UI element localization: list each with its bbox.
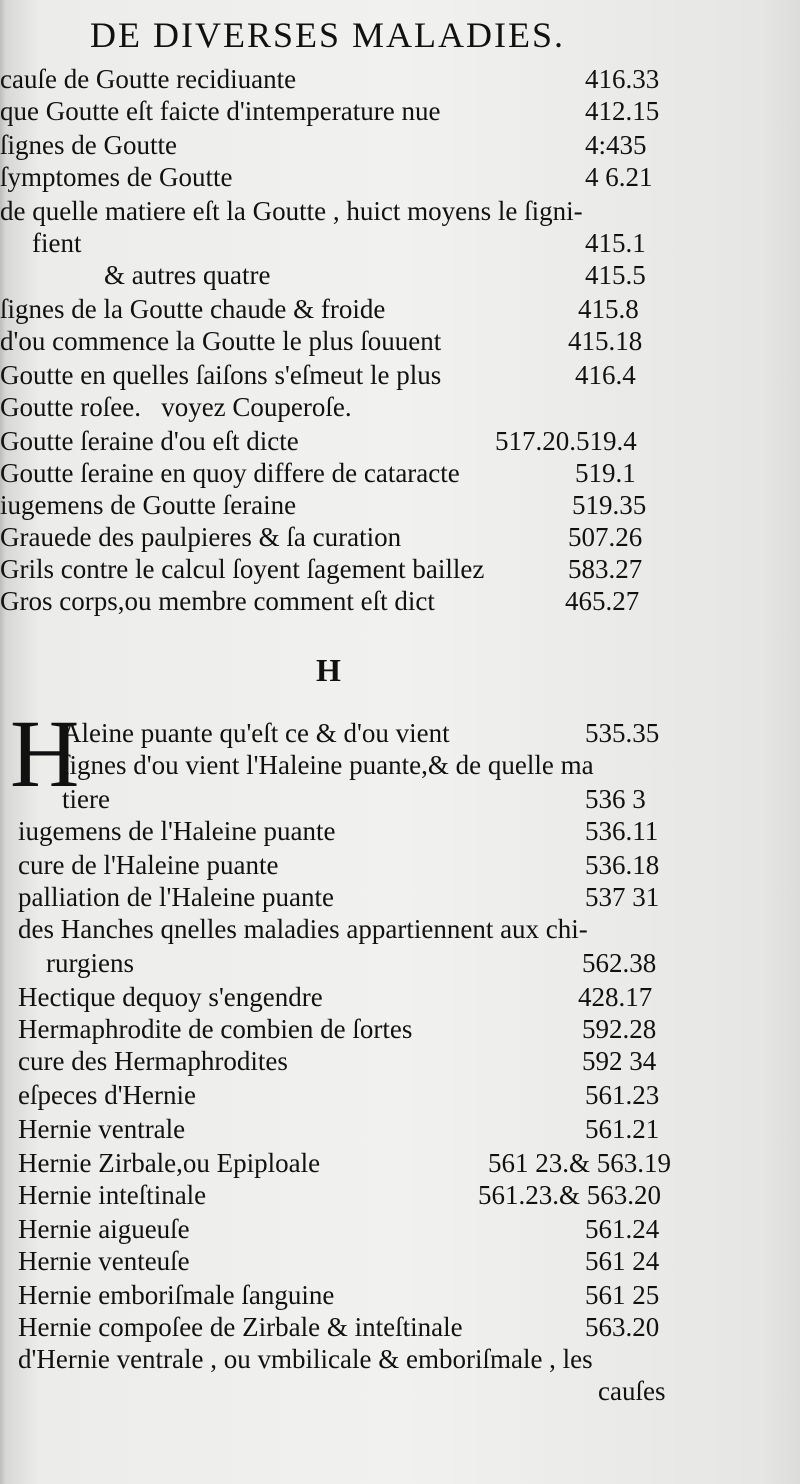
entry-ref: 561 23.& 563.19 [488,1148,672,1178]
entry-text: Hermaphrodite de combien de ſortes [18,1014,413,1044]
index-entry [0,946,800,980]
index-entry [0,552,800,586]
entry-text: Hectique dequoy s'engendre [18,982,323,1012]
index-entry [0,160,800,194]
index-entry [0,880,800,914]
index-entry [0,848,800,882]
entry-ref: 415.18 [568,326,643,356]
index-entry [0,1078,800,1112]
index-entry [0,1374,800,1408]
index-entry [0,1146,800,1180]
entry-ref: 561 24 [585,1246,660,1276]
entry-text: de quelle matiere eſt la Goutte , huict moyens le ſigni- [0,196,583,226]
entry-ref: 465.27 [565,586,640,616]
entry-text: ſymptomes de Goutte [0,162,233,192]
index-entry [0,128,800,162]
entry-text: ſignes d'ou vient l'Haleine puante,& de quelle ma [62,750,594,780]
entry-text: tiere [62,784,110,814]
entry-ref: 561.21 [585,1114,660,1144]
entry-ref: 536.11 [585,816,659,846]
entry-ref: 4 6.21 [585,162,653,192]
entry-ref: 535.35 [585,718,660,748]
entry-text: & autres quatre [104,260,271,290]
entry-ref: 415.1 [585,228,646,258]
entry-ref: 507.26 [568,522,643,552]
entry-text: Aleine puante qu'eſt ce & d'ou vient [62,718,450,748]
index-entry [0,358,800,392]
entry-text: Hernie emboriſmale ſanguine [18,1280,335,1310]
entry-text: Hernie aigueuſe [18,1214,190,1244]
index-entry [0,1244,800,1278]
index-entry [0,748,800,782]
entry-text: ſignes de Goutte [0,130,177,160]
entry-ref: 412.15 [585,96,660,126]
entry-text: Grils contre le calcul ſoyent ſagement baillez [0,554,485,584]
entry-ref: 592.28 [582,1014,657,1044]
entry-ref: 4:435 [585,130,647,160]
entry-ref: 537 31 [585,882,660,912]
entry-ref: 561.24 [585,1214,660,1244]
entry-text: iugemens de Goutte ſeraine [0,490,297,520]
entry-ref: 416.4 [575,360,636,390]
entry-ref: 415.5 [585,260,646,290]
entry-text: cure des Hermaphrodites [18,1046,288,1076]
entry-ref: 561.23.& 563.20 [478,1180,662,1210]
entry-text: iugemens de l'Haleine puante [18,816,336,846]
drop-cap: H [10,700,80,807]
index-entry [0,584,800,618]
index-entry [0,424,800,458]
index-entry [0,716,800,750]
entry-text: Hernie ventrale [18,1114,186,1144]
entry-text: fient [32,228,82,258]
entry-ref: 561 25 [585,1280,660,1310]
entry-ref: 563.20 [585,1312,660,1342]
index-entry [0,782,800,816]
index-entry [0,1310,800,1344]
index-entry [0,1112,800,1146]
entry-text: Goutte roſee. voyez Couperoſe. [0,392,352,422]
entry-ref: 583.27 [568,554,643,584]
entry-ref: 536.18 [585,850,660,880]
index-entry [0,814,800,848]
entry-text: ſignes de la Goutte chaude & froide [0,294,386,324]
index-entry [0,226,800,260]
index-entry [0,390,800,424]
entry-text: que Goutte eſt faicte d'intemperature nue [0,96,441,126]
index-entry [0,1178,800,1212]
section-letter: H [316,652,341,688]
entry-ref: 592 34 [582,1046,657,1076]
entry-text: eſpeces d'Hernie [18,1080,197,1110]
entry-text: cure de l'Haleine puante [18,850,279,880]
entry-text: Goutte ſeraine d'ou eſt dicte [0,426,299,456]
index-entry [0,94,800,128]
index-entry [0,1278,800,1312]
entry-text: cauſe de Goutte recidiuante [0,64,297,94]
entry-text: Goutte en quelles ſaiſons s'eſmeut le plus [0,360,442,390]
entry-ref: 519.35 [572,490,647,520]
entry-ref: cauſes [598,1376,666,1406]
index-entry [0,1342,800,1376]
entry-text: des Hanches qnelles maladies appartiennent aux chi- [18,914,588,944]
entry-text: d'Hernie ventrale , ou vmbilicale & emboriſmale , les [18,1344,593,1374]
index-entry [0,1212,800,1246]
entry-text: Hernie compoſee de Zirbale & inteſtinale [18,1312,463,1342]
index-entry [0,258,800,292]
entry-ref: 428.17 [578,982,653,1012]
index-entry [0,1012,800,1046]
entry-text: Hernie venteuſe [18,1246,190,1276]
index-entry [0,62,800,96]
entry-text: Goutte ſeraine en quoy differe de cataracte [0,458,460,488]
entry-text: Hernie inteſtinale [18,1180,207,1210]
index-entry [0,488,800,522]
running-header: DE DIVERSES MALADIES. [90,15,566,55]
entry-text: palliation de l'Haleine puante [18,882,334,912]
index-entry [0,912,800,946]
index-entry [0,456,800,490]
entry-ref: 416.33 [585,64,660,94]
entry-ref: 517.20.519.4 [495,426,637,456]
entry-ref: 519.1 [575,458,636,488]
index-entry [0,194,800,228]
entry-ref: 562.38 [582,948,657,978]
entry-ref: 415.8 [578,294,639,324]
index-entry [0,980,800,1014]
index-entry [0,324,800,358]
entry-ref: 536 3 [585,784,646,814]
entry-text: Hernie Zirbale,ou Epiploale [18,1148,321,1178]
index-entry [0,292,800,326]
index-entry [0,1044,800,1078]
entry-text: d'ou commence la Goutte le plus ſouuent [0,326,442,356]
entry-text: Grauede des paulpieres & ſa curation [0,522,402,552]
entry-text: Gros corps,ou membre comment eſt dict [0,586,435,616]
entry-ref: 561.23 [585,1080,660,1110]
entry-text: rurgiens [46,948,134,978]
index-entry [0,520,800,554]
